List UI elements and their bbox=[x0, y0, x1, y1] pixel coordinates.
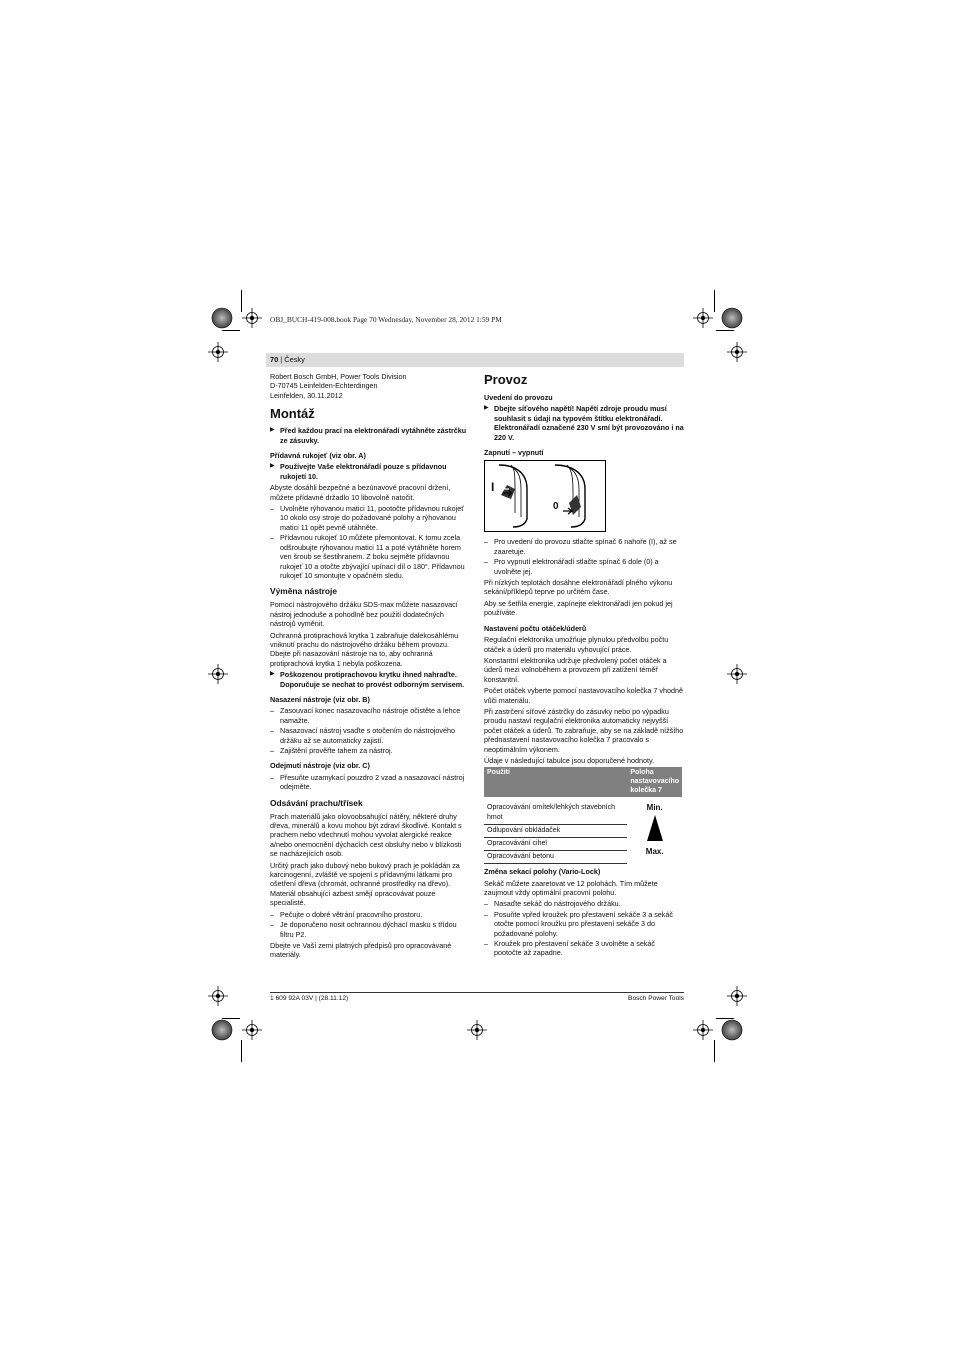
list-item: – Uvolněte rýhovanou matici 11, pootočte přídavnou rukojeť 10 okolo osy stroje do požadované polohy a rýhovanou matici 11 opět pevně utáhněte. bbox=[270, 504, 470, 532]
dust-text-1: Prach materiálů jako olovoobsahující nátěry, některé druhy dřeva, minerálů a kovu mohou být zdraví škodlivé. Kontakt s prachem nebo vdechnutí mohou vyvolat alergické reakce a/nebo onemocnění dýchacích cest obsluhy nebo v blízkosti se nacházejících osob. bbox=[270, 811, 462, 859]
max-label: Max. bbox=[645, 847, 664, 857]
chisel-text: Sekáč můžete zaaretovat ve 12 polohách. Tím můžete zaujmout vždy optimální pracovní polohu. bbox=[484, 878, 658, 897]
page-header bbox=[270, 355, 305, 364]
list-item: – Kroužek pro přestavení sekáče 3 uvolněte a sekáč pootočte až zapadne. bbox=[484, 939, 684, 958]
tool-warning: ▶ Poškozenou protiprachovou krytku ihned nahraďte. Doporučuje se nechat to provést odborným servisem. bbox=[270, 670, 470, 689]
list-item: – Pro uvedení do provozu stlačte spínač 6 nahoře (I), až se zaaretuje. bbox=[484, 537, 684, 556]
speed-indicator bbox=[627, 797, 682, 864]
insert-list bbox=[270, 706, 470, 755]
start-warning: ▶ Dbejte síťového napětí! Napětí zdroje proudu musí souhlasit s údaji na typovém štítku elektronářadí. Elektronářadí označené 230 V smí být provozováno i na 220 V. bbox=[484, 404, 684, 442]
chisel-list bbox=[484, 899, 684, 957]
switch-heading: Zapnutí – vypnutí bbox=[484, 448, 544, 458]
switch-on-label: I bbox=[491, 480, 495, 495]
tool-text-2: Ochranná protiprachová krytka 1 zabraňuje dalekosáhlému vniknutí prachu do nástrojového držáku během provozu. Dbejte při nasazování nástroje na to, aby ochranná protiprachová krytka 1 nebyla poškozena. bbox=[270, 630, 459, 668]
right-column bbox=[484, 372, 684, 960]
list-item: – Nasazovací nástroj vsaďte s otočením do nástrojového držáku až se automaticky zajistí. bbox=[270, 726, 470, 745]
footer-brand: Bosch Power Tools bbox=[628, 995, 684, 1002]
footer-rule bbox=[270, 992, 684, 993]
switch-text-2: Aby se šetřila energie, zapínejte elektronářadí jen pokud jej používáte. bbox=[484, 598, 673, 618]
table-row bbox=[484, 797, 682, 825]
color-target-top-right bbox=[722, 308, 742, 328]
montaz-warning: ▶ Před každou prací na elektronářadí vytáhněte zástrčku ze zásuvky. bbox=[270, 426, 470, 445]
footer-doc-number: 1 609 92A 03V | (28.11.12) bbox=[270, 995, 349, 1002]
address-line: Leinfelden, 30.11.2012 bbox=[270, 390, 343, 400]
list-item: – Posuňte vpřed kroužek pro přestavení sekáče 3 a sekáč otočte pomocí kroužku pro přestavení sekáče 3 do požadované polohy. bbox=[484, 910, 684, 938]
insert-heading: Nasazení nástroje (viz obr. B) bbox=[270, 694, 370, 704]
dust-heading: Odsávání prachu/třísek bbox=[270, 797, 363, 808]
handle-text: Abyste dosáhli bezpečné a bezúnavové pracovní držení, můžete přídavné držadlo 10 libovolně natočit. bbox=[270, 483, 451, 502]
header-language: Česky bbox=[284, 355, 305, 364]
left-column bbox=[270, 372, 470, 962]
color-target-bottom-left bbox=[212, 1020, 232, 1040]
speed-text-1: Regulační elektronika umožňuje plynulou předvolbu počtu otáček a úderů pro materiálu vyhovující práce. bbox=[484, 635, 669, 654]
min-label: Min. bbox=[646, 803, 663, 813]
start-heading: Uvedení do provozu bbox=[484, 393, 553, 402]
color-target-bottom-right bbox=[722, 1020, 742, 1040]
switch-figure bbox=[484, 460, 606, 532]
speed-text-4: Při zastrčení síťové zástrčky do zásuvky nebo po výpadku proudu nastaví regulační elektronika automaticky nejvyšší počet otáček a úderů. To zabraňuje, aby se na základě nížšího přednastavení nastavovacího kolečka 7 pracovalo s neoptimálním výkonem. bbox=[484, 706, 684, 754]
dust-text-3: Dbejte ve Vaší zemi platných předpisů pro opracovávané materiály. bbox=[270, 940, 452, 960]
switch-text-1: Při nízkých teplotách dosáhne elektronářadí plného výkonu sekání/příklepů teprve po určitém čase. bbox=[484, 578, 673, 597]
switch-list bbox=[484, 537, 684, 576]
dust-list bbox=[270, 910, 470, 939]
speed-wedge-icon bbox=[645, 813, 665, 843]
list-item: – Přídavnou rukojeť 10 můžete přemontovat. K tomu zcela odšroubujte rýhovanou matici 11 a poté vytáhněte horem ven šroub se šestihranem. Z boku sejměte přídavnou rukojeť 10 a otočte zbývající upínací díl o 180°. Přídavnou rukojeť 10 smontujte v opačném sledu. bbox=[270, 533, 470, 580]
remove-heading: Odejmutí nástroje (viz obr. C) bbox=[270, 761, 370, 771]
table-header-usage: Použití bbox=[484, 767, 627, 797]
print-info-line: OBJ_BUCH-419-008.book Page 70 Wednesday, November 28, 2012 1:59 PM bbox=[270, 315, 502, 324]
chisel-heading: Změna sekací polohy (Vario-Lock) bbox=[484, 867, 601, 877]
speed-table bbox=[484, 767, 682, 864]
remove-list bbox=[270, 773, 470, 792]
table-header-position: Poloha nastavovacího kolečka 7 bbox=[627, 767, 682, 797]
dust-text-2: Určitý prach jako dubový nebo bukový prach je pokládán za karcinogenní, zvláště ve spojení s přídavnými látkami pro ošetření dřeva (chromát, ochranné prostředky na dřevo). Materiál obsahující azbest smějí opracovávat pouze specialisté. bbox=[270, 860, 460, 908]
color-target-top-left bbox=[212, 308, 232, 328]
handle-heading: Přídavná rukojeť (viz obr. A) bbox=[270, 451, 366, 461]
speed-heading: Nastavení počtu otáček/úderů bbox=[484, 623, 587, 633]
provoz-heading: Provoz bbox=[484, 372, 528, 387]
table-cell: Opracovávání betonu bbox=[484, 851, 627, 864]
tool-text-1: Pomocí nástrojového držáku SDS-max můžete nasazovací nástroj jednoduše a pohodlně bez použití dodatečných nástrojů vyměnit. bbox=[270, 600, 458, 629]
list-item: – Zasouvací konec nasazovacího nástroje očistěte a lehce namažte. bbox=[270, 706, 470, 725]
address-line: Robert Bosch GmbH, Power Tools Division bbox=[270, 372, 407, 381]
list-item: – Zajištění prověřte tahem za nástroj. bbox=[270, 746, 470, 755]
list-item: – Nasaďte sekáč do nástrojového držáku. bbox=[484, 899, 684, 908]
switch-illustration bbox=[485, 461, 605, 531]
speed-text-2: Konstantní elektronika udržuje předvolený počet otáček a úderů mezi volnoběhem a provozem při zatížení téměř konstantní. bbox=[484, 655, 667, 684]
table-cell: Opracovávání omítek/lehkých stavebních hmot bbox=[484, 797, 627, 825]
list-item: – Přesuňte uzamykací pouzdro 2 vzad a nasazovací nástroj odejměte. bbox=[270, 773, 470, 792]
page-number: 70 bbox=[270, 355, 279, 364]
handle-warning: ▶ Používejte Vaše elektronářadí pouze s přídavnou rukojetí 10. bbox=[270, 462, 470, 481]
list-item: – Je doporučeno nosit ochrannou dýchací masku s třídou filtru P2. bbox=[270, 920, 470, 939]
tool-change-heading: Výměna nástroje bbox=[270, 586, 338, 597]
list-item: – Pro vypnutí elektronářadí stlačte spínač 6 dole (0) a uvolněte jej. bbox=[484, 557, 684, 576]
montaz-heading: Montáž bbox=[270, 406, 315, 422]
table-cell: Opracovávání cihel bbox=[484, 838, 627, 851]
table-cell: Odlupování obkládaček bbox=[484, 825, 627, 838]
table-header-row bbox=[484, 767, 682, 797]
switch-off-label: 0 bbox=[553, 501, 559, 513]
handle-list bbox=[270, 504, 470, 580]
address-line: D-70745 Leinfelden-Echterdingen bbox=[270, 381, 378, 391]
speed-text-5: Údaje v následující tabulce jsou doporučené hodnoty. bbox=[484, 755, 655, 765]
header-separator: | bbox=[278, 355, 285, 364]
list-item: – Pečujte o dobré větrání pracovního prostoru. bbox=[270, 910, 470, 919]
speed-text-3: Počet otáček vyberte pomocí nastavovacího kolečka 7 vhodně vůči materiálu. bbox=[484, 686, 683, 705]
header-bar bbox=[266, 353, 684, 367]
